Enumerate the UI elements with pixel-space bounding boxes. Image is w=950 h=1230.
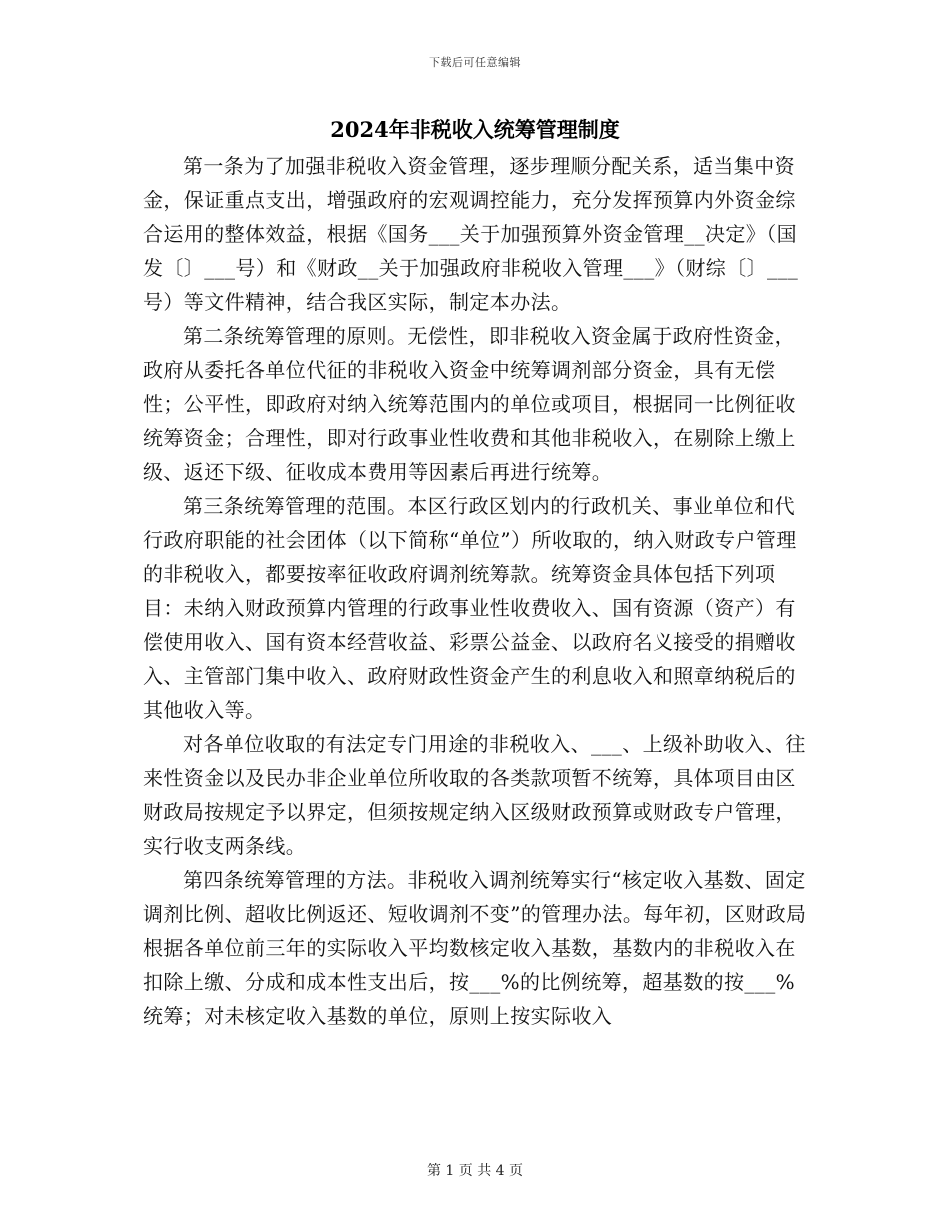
paragraph-exemptions: 对各单位收取的有法定专门用途的非税收入、___、上级补助收入、往来性资金以及民办非企业单位所收取的各类款项暂不统筹，具体项目由区财政局按规定予以界定，但须按规定纳入区级财政预算或财政专户管理，实行收支两条线。 — [143, 732, 806, 858]
page-number: 第 1 页 共 4 页 — [426, 1163, 524, 1179]
document-title: 2024年非税收入统筹管理制度 — [330, 117, 620, 142]
page-header-note: 下载后可任意编辑 — [429, 56, 521, 69]
paragraph-article-1: 第一条为了加强非税收入资金管理，逐步理顺分配关系，适当集中资金，保证重点支出，增强政府的宏观调控能力，充分发挥预算内外资金综合运用的整体效益，根据《国务___关于加强预算外资金管理__决定》（国发〔〕___号）和《财政__关于加强政府非税收入管理___》（财综〔〕___号）等文件精神，结合我区实际，制定本办法。 — [143, 154, 799, 314]
paragraph-article-3: 第三条统筹管理的范围。本区行政区划内的行政机关、事业单位和代行政府职能的社会团体（以下简称“单位”）所收取的，纳入财政专户管理的非税收入，都要按率征收政府调剂统筹款。统筹资金具体包括下列项目：未纳入财政预算内管理的行政事业性收费收入、国有资源（资产）有偿使用收入、国有资本经营收益、彩票公益金、以政府名义接受的捐赠收入、主管部门集中收入、政府财政性资金产生的利息收入和照章纳税后的其他收入等。 — [143, 494, 797, 722]
paragraph-article-2: 第二条统筹管理的原则。无偿性，即非税收入资金属于政府性资金，政府从委托各单位代征的非税收入资金中统筹调剂部分资金，具有无偿性；公平性，即政府对纳入统筹范围内的单位或项目，根据同一比例征收统筹资金；合理性，即对行政事业性收费和其他非税收入，在剔除上缴上级、返还下级、征收成本费用等因素后再进行统筹。 — [143, 324, 796, 484]
paragraph-article-4: 第四条统筹管理的方法。非税收入调剂统筹实行“核定收入基数、固定调剂比例、超收比例返还、短收调剂不变”的管理办法。每年初，区财政局根据各单位前三年的实际收入平均数核定收入基数，基数内的非税收入在扣除上缴、分成和成本性支出后，按___%的比例统筹，超基数的按___%统筹；对未核定收入基数的单位，原则上按实际收入 — [143, 868, 807, 1028]
document-body — [143, 149, 813, 1033]
